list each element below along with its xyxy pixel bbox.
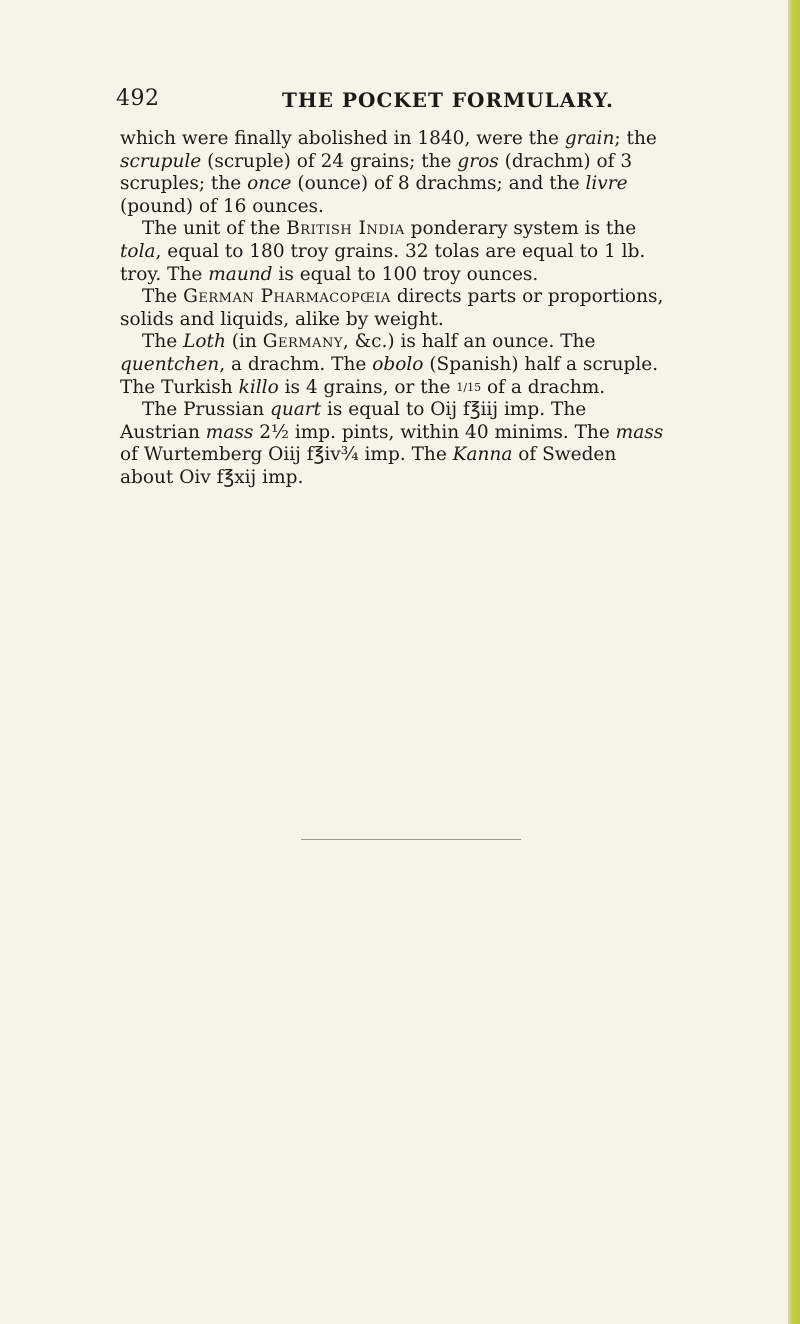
text-run: ; the bbox=[614, 128, 657, 149]
p1-line-2 bbox=[120, 151, 800, 174]
term-quart: quart bbox=[270, 399, 322, 421]
term-quentchen: quentchen bbox=[120, 353, 220, 375]
p1-line-4: (pound) of 16 ounces. bbox=[120, 195, 324, 217]
text-run: ponderary system is the bbox=[404, 218, 637, 240]
fraction: 1/15 bbox=[456, 380, 482, 394]
p1-line-1 bbox=[120, 128, 800, 151]
text-run: , a drachm. The bbox=[219, 353, 373, 375]
p5-line-1 bbox=[120, 399, 800, 422]
text-run: troy. The bbox=[120, 263, 209, 285]
p5-line-3 bbox=[120, 444, 800, 467]
p4-line-3 bbox=[120, 377, 800, 400]
term-maund: maund bbox=[208, 263, 273, 285]
term-tola: tola bbox=[120, 240, 156, 262]
p3-line-2: solids and liquids, alike by weight. bbox=[120, 308, 444, 330]
text-run: scruples; the bbox=[120, 173, 248, 195]
term-germany: Germany bbox=[262, 331, 343, 353]
text-run: (Spanish) half a scruple. bbox=[423, 353, 659, 375]
term-british-india: British India bbox=[286, 218, 405, 240]
term-scrupule: scrupule bbox=[120, 150, 202, 172]
term-loth: Loth bbox=[183, 331, 226, 353]
term-obolo: obolo bbox=[372, 353, 424, 375]
p5-line-4: about Oiv f℥xij imp. bbox=[120, 466, 304, 488]
term-mass: mass bbox=[615, 421, 664, 443]
text-run: The bbox=[142, 331, 184, 353]
p2-line-3 bbox=[120, 264, 800, 287]
text-run: is 4 grains, or the bbox=[278, 376, 457, 398]
term-livre: livre bbox=[585, 173, 628, 195]
text-run: The bbox=[142, 286, 184, 308]
p1-line-3 bbox=[120, 173, 800, 196]
text-run: is equal to Oij f℥iij imp. The bbox=[321, 399, 587, 421]
p2-line-1 bbox=[120, 218, 800, 241]
term-mass: mass bbox=[205, 421, 254, 443]
p2-line-2 bbox=[120, 241, 800, 264]
text-run: , equal to 180 troy grains. 32 tolas are equal to 1 lb. bbox=[155, 240, 646, 262]
term-killo: killo bbox=[238, 376, 279, 398]
term-grain: grain bbox=[564, 128, 615, 149]
text-run: directs parts or proportions, bbox=[390, 286, 664, 308]
term-gros: gros bbox=[457, 150, 499, 172]
section-divider bbox=[301, 839, 521, 840]
running-title: THE POCKET FORMULARY. bbox=[282, 88, 614, 112]
text-run: The Turkish bbox=[120, 376, 239, 398]
p4-line-1 bbox=[120, 331, 800, 354]
p3-line-1 bbox=[120, 286, 800, 309]
text-run: which were finally abolished in 1840, were the bbox=[120, 128, 565, 149]
text-run: of a drachm. bbox=[481, 376, 606, 398]
body-text bbox=[120, 128, 800, 490]
page-number: 492 bbox=[116, 86, 160, 111]
text-run: (scruple) of 24 grains; the bbox=[201, 150, 458, 172]
term-kanna: Kanna bbox=[452, 444, 513, 466]
text-run: 2½ imp. pints, within 40 minims. The bbox=[253, 421, 616, 443]
text-run: is equal to 100 troy ounces. bbox=[272, 263, 539, 285]
text-run: The Prussian bbox=[142, 399, 271, 421]
text-run: The unit of the bbox=[142, 218, 287, 240]
term-once: once bbox=[247, 173, 292, 195]
text-run: of Wurtemberg Oiij f℥iv¾ imp. The bbox=[120, 444, 453, 466]
text-run: (in bbox=[225, 331, 263, 353]
text-run: Austrian bbox=[120, 421, 206, 443]
text-run: , &c.) is half an ounce. The bbox=[342, 331, 596, 353]
term-german-pharmacopoeia: German Pharmacopœia bbox=[183, 286, 391, 308]
p4-line-2 bbox=[120, 354, 800, 377]
text-run: (drachm) of 3 bbox=[498, 150, 633, 172]
text-run: (ounce) of 8 drachms; and the bbox=[291, 173, 586, 195]
p5-line-2 bbox=[120, 422, 800, 445]
text-run: of Sweden bbox=[512, 444, 617, 466]
